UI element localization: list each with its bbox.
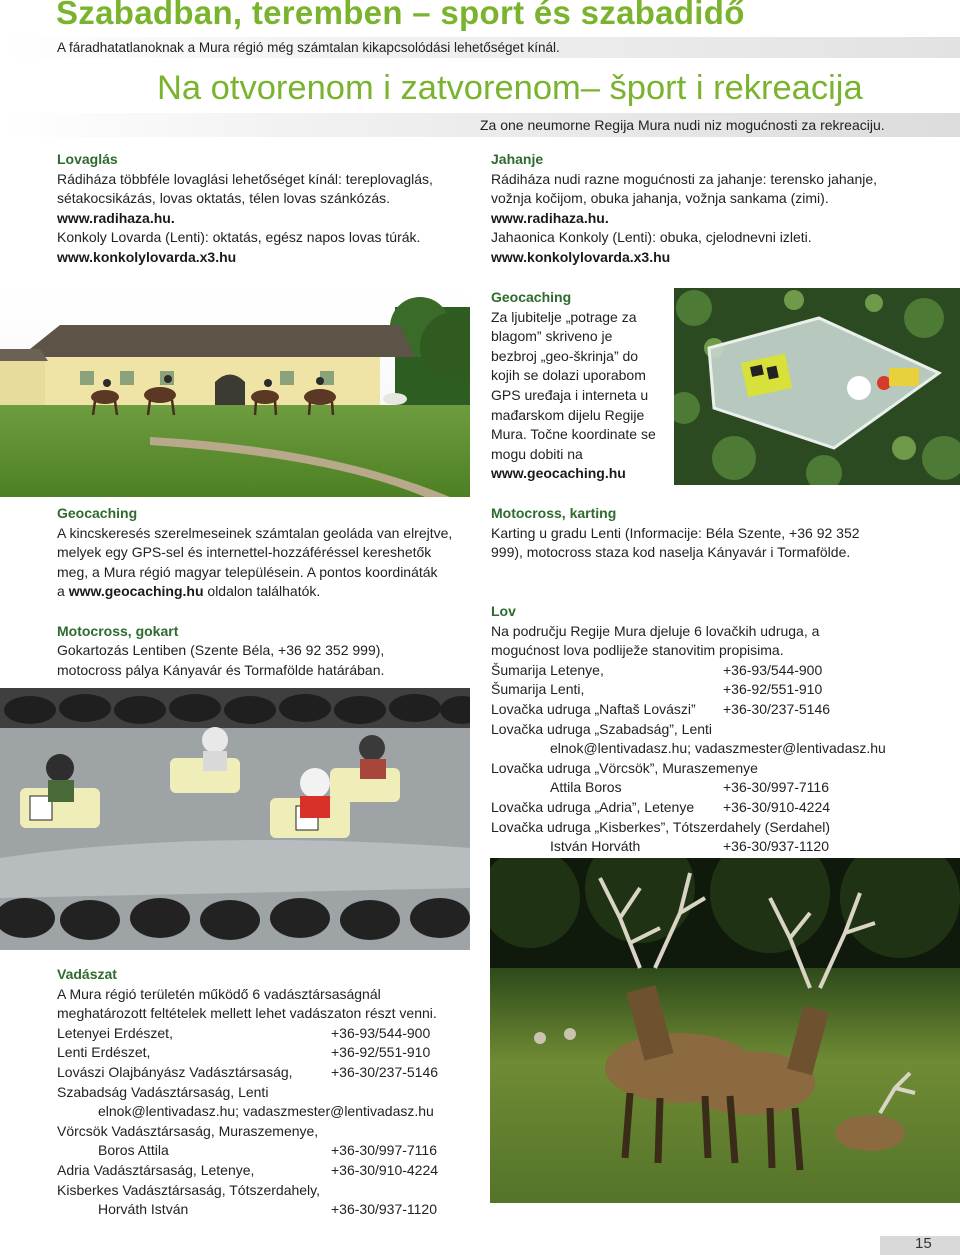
geocaching-link[interactable]: www.geocaching.hu <box>68 583 204 600</box>
text-fragment: a <box>57 583 69 600</box>
geocaching-link[interactable]: www.geocaching.hu <box>491 465 626 482</box>
contact-row <box>491 798 886 818</box>
contact-row <box>57 1141 438 1161</box>
contact-row <box>57 1024 438 1044</box>
horse-riding-photo <box>0 287 470 497</box>
contact-row <box>57 1200 438 1220</box>
contact-row <box>491 778 886 798</box>
contact-name: Šumarija Lenti, <box>491 681 585 698</box>
contact-org: Lovačka udruga „Szabadság”, Lenti <box>491 720 713 737</box>
geocaching-line: mogu dobiti na <box>491 445 583 462</box>
contact-row <box>57 1161 438 1181</box>
konkoly-link[interactable]: www.konkolylovarda.x3.hu <box>491 248 671 265</box>
geocaching-line: bezbroj „geo-škrinja” do <box>491 347 639 364</box>
geocache-box-photo <box>674 288 960 485</box>
hungarian-title: Szabadban, teremben – sport és szabadidő <box>56 0 745 31</box>
motocross-heading: Motocross, karting <box>491 505 617 521</box>
contact-row <box>491 837 886 857</box>
contact-name: Lovačka udruga „Naftaš Lovászi” <box>491 700 696 717</box>
vadaszat-line: meghatározott feltételek mellett lehet vadászaton részt venni. <box>57 1005 437 1022</box>
jahanje-line: Rádiháza nudi razne mogućnosti za jahanje: terensko jahanje, <box>491 170 878 187</box>
contact-org: Kisberkes Vadásztársaság, Tótszerdahely, <box>57 1181 321 1198</box>
contact-row <box>491 680 886 700</box>
contact-name: Šumarija Letenye, <box>491 661 604 678</box>
contact-person: Boros Attila <box>98 1142 169 1159</box>
jahanje-heading: Jahanje <box>491 151 544 167</box>
contact-org: Szabadság Vadásztársaság, Lenti <box>57 1083 269 1100</box>
contact-phone: +36-30/910-4224 <box>331 1161 439 1178</box>
lov-line: Na području Regije Mura djeluje 6 lovačkih udruga, a <box>491 622 820 639</box>
contact-phone: +36-92/551-910 <box>331 1044 431 1061</box>
motocross-line: 999), motocross staza kod naselja Kányavár i Tormafölde. <box>491 544 851 561</box>
contact-org: Lovačka udruga „Vörcsök”, Muraszemenye <box>491 759 758 776</box>
contact-name: Letenyei Erdészet, <box>57 1024 173 1041</box>
page-number: 15 <box>915 1235 932 1252</box>
contact-email[interactable]: elnok@lentivadasz.hu; vadaszmester@lentivadasz.hu <box>98 1103 434 1120</box>
vadaszat-heading: Vadászat <box>57 966 117 982</box>
contact-name: Lenti Erdészet, <box>57 1044 151 1061</box>
vadaszat-section <box>57 965 438 1220</box>
contact-phone: +36-30/997-7116 <box>723 779 829 796</box>
lov-heading: Lov <box>491 602 516 619</box>
lovaglas-line: Konkoly Lovarda (Lenti): oktatás, egész napos lovas túrák. <box>57 229 421 246</box>
geocaching-line-last <box>57 582 452 602</box>
contact-phone: +36-30/997-7116 <box>331 1142 437 1159</box>
text-fragment: oldalon találhatók. <box>203 583 321 600</box>
radihaza-link[interactable]: www.radihaza.hu. <box>491 209 609 226</box>
deer-photo <box>490 858 960 1203</box>
geocaching-line: blagom” skriveno je <box>491 328 613 345</box>
motocross-lov-sl-section <box>491 504 886 857</box>
contact-phone: +36-92/551-910 <box>723 681 823 698</box>
hungarian-subtitle: A fáradhatatlanoknak a Mura régió még számtalan kikapcsolódási lehetőséget kínál. <box>57 40 560 55</box>
motocross-line: motocross pálya Kányavár és Tormafölde határában. <box>57 661 385 678</box>
geocaching-line: A kincskeresés szerelmeseinek számtalan geoláda van elrejtve, <box>57 524 453 541</box>
contact-email[interactable]: elnok@lentivadasz.hu; vadaszmester@lentivadasz.hu <box>550 740 886 757</box>
contact-phone: +36-30/937-1120 <box>723 838 829 855</box>
contact-org: Lovačka udruga „Adria”, Letenye <box>491 798 695 815</box>
jahanje-section <box>491 150 877 268</box>
contact-row <box>491 700 886 720</box>
motocross-heading: Motocross, gokart <box>57 622 179 639</box>
contact-person: István Horváth <box>550 838 641 855</box>
motocross-line: Karting u gradu Lenti (Informacije: Béla Szente, +36 92 352 <box>491 524 860 541</box>
jahanje-line: Jahaonica Konkoly (Lenti): obuka, cjelodnevni izleti. <box>491 229 812 246</box>
geocaching-line: melyek egy GPS-sel és internettel-hozzáféréssel kereshetők <box>57 544 432 561</box>
lovaglas-heading: Lovaglás <box>57 151 118 167</box>
contact-phone: +36-30/937-1120 <box>331 1201 437 1218</box>
motocross-line: Gokartozás Lentiben (Szente Béla, +36 92 352 999), <box>57 642 385 659</box>
geocaching-line: mađarskom dijelu Regije <box>491 406 645 423</box>
contact-name: Lovászi Olajbányász Vadásztársaság, <box>57 1063 293 1080</box>
geocaching-line: Za ljubitelje „potrage za <box>491 308 637 325</box>
geocaching-line: GPS uređaja i interneta u <box>491 386 649 403</box>
contact-org: Vörcsök Vadásztársaság, Muraszemenye, <box>57 1122 319 1139</box>
lovaglas-line: sétakocsikázás, lovas oktatás, télen lovas szánkózás. <box>57 190 391 207</box>
geocaching-sl-section <box>491 288 656 484</box>
geocaching-heading: Geocaching <box>491 289 572 305</box>
slovenian-title: Na otvorenom i zatvorenom– šport i rekreacija <box>157 69 863 107</box>
lovaglas-line: Rádiháza többféle lovaglási lehetőséget kínál: tereplovaglás, <box>57 170 433 187</box>
contact-phone: +36-93/544-900 <box>723 661 823 678</box>
contact-phone: +36-30/237-5146 <box>723 700 831 717</box>
jahanje-line: vožnja kočijom, obuka jahanja, vožnja sankama (zimi). <box>491 190 829 207</box>
lovaglas-section <box>57 150 433 268</box>
contact-org: Adria Vadásztársaság, Letenye, <box>57 1161 255 1178</box>
contact-org: Lovačka udruga „Kisberkes”, Tótszerdahely (Serdahel) <box>491 818 831 835</box>
lov-line: mogućnost lova podliježe stanovitim propisima. <box>491 642 784 659</box>
contact-person: Horváth István <box>98 1201 189 1218</box>
contact-phone: +36-30/237-5146 <box>331 1063 439 1080</box>
gokart-photo <box>0 688 470 950</box>
geocaching-line: meg, a Mura régió magyar településein. A pontos koordináták <box>57 563 438 580</box>
konkoly-link[interactable]: www.konkolylovarda.x3.hu <box>57 248 237 265</box>
geocaching-line: kojih se dolazi uporabom <box>491 367 646 384</box>
radihaza-link[interactable]: www.radihaza.hu. <box>57 209 175 226</box>
slovenian-subtitle: Za one neumorne Regija Mura nudi niz mogućnosti za rekreaciju. <box>480 117 885 133</box>
vadaszat-line: A Mura régió területén működő 6 vadásztársaságnál <box>57 985 381 1002</box>
contact-person: Attila Boros <box>550 779 622 796</box>
geocaching-line: Mura. Točne koordinate se <box>491 426 656 443</box>
contact-row <box>57 1043 438 1063</box>
geocaching-hu-section <box>57 504 452 680</box>
contact-phone: +36-93/544-900 <box>331 1024 431 1041</box>
geocaching-heading: Geocaching <box>57 505 138 521</box>
contact-row <box>57 1063 438 1083</box>
contact-phone: +36-30/910-4224 <box>723 798 831 815</box>
contact-row <box>491 661 886 681</box>
